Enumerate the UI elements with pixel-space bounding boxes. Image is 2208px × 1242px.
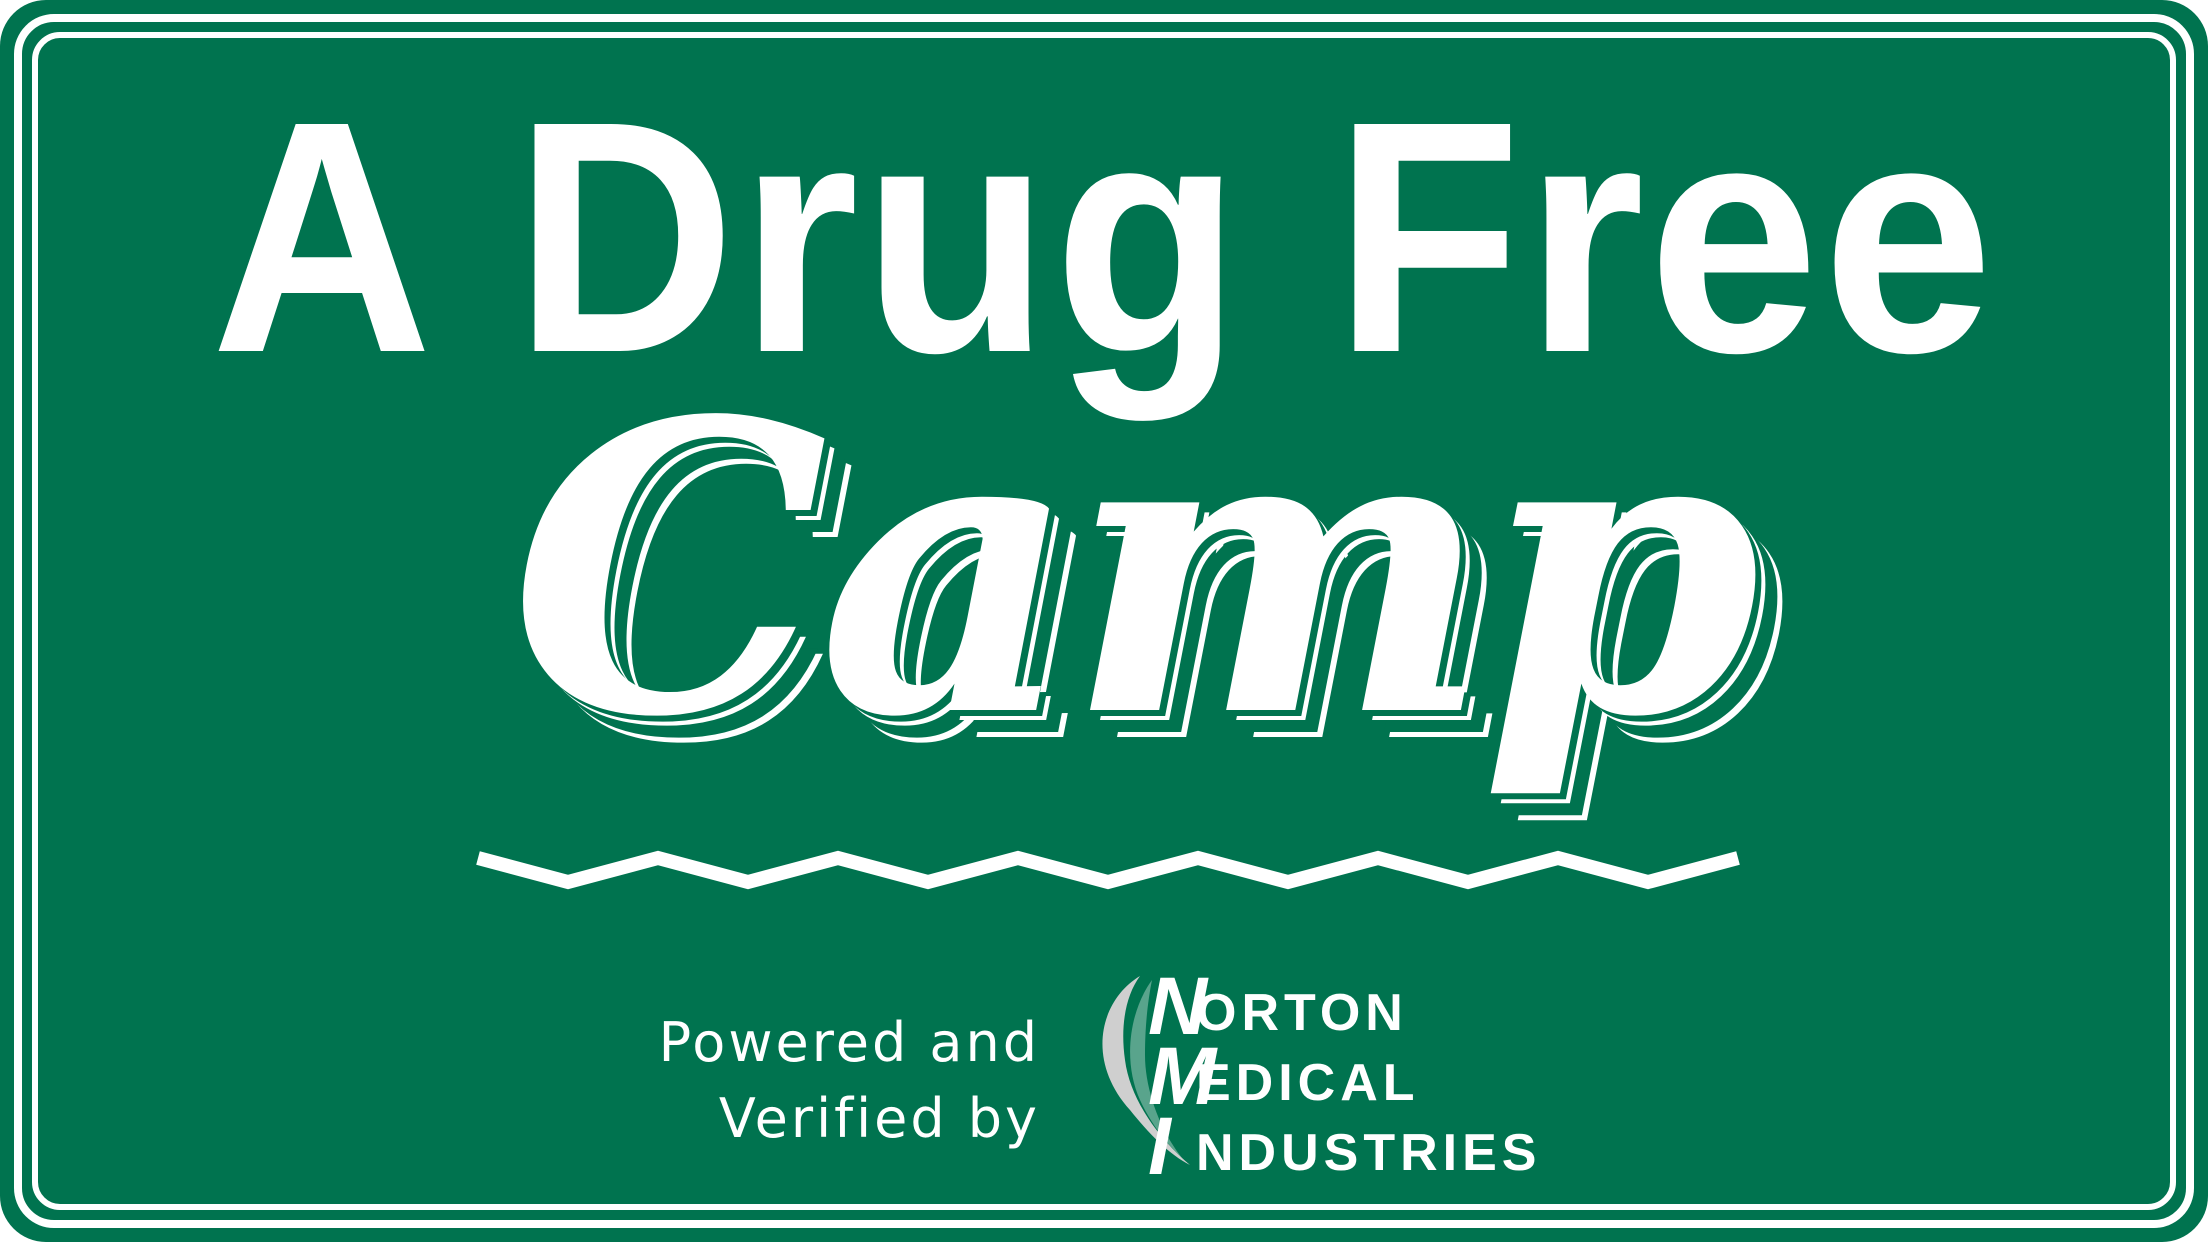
sign-headline: A Drug Free (211, 52, 1997, 421)
logo-word-edical: EDICAL (1196, 1054, 1420, 1112)
powered-by-text (560, 1005, 1040, 1157)
logo-initial-m: M (1148, 1031, 1217, 1122)
sign-title: Camp (510, 335, 1751, 805)
logo-initial-n: N (1148, 961, 1208, 1052)
logo-line-medical (1148, 1031, 1541, 1122)
logo-initial-i: I (1148, 1101, 1171, 1192)
logo-word-ndustries: NDUSTRIES (1196, 1124, 1542, 1182)
logo-line-industries (1148, 1101, 1542, 1192)
wave-line-icon (470, 840, 1760, 900)
powered-line-1: Powered and (658, 1011, 1040, 1074)
powered-line-2: Verified by (718, 1087, 1040, 1150)
norton-logo (1148, 961, 1542, 1192)
logo-word-orton: ORTON (1196, 984, 1408, 1042)
